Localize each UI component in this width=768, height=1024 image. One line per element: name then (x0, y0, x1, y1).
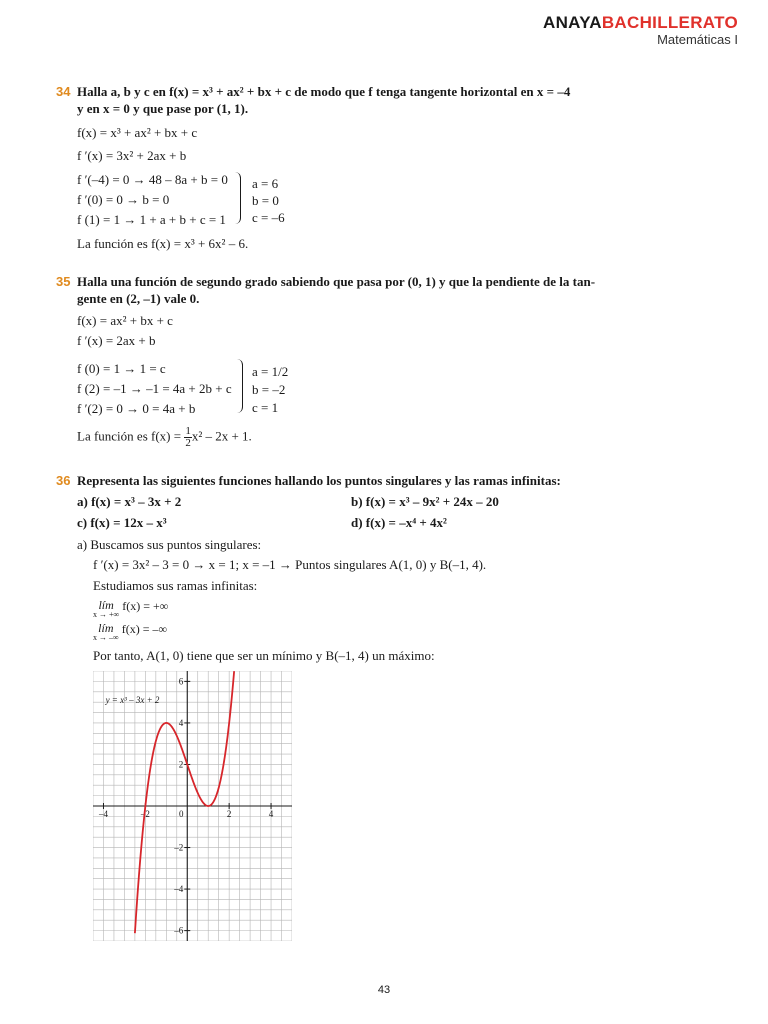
q36-statement: Representa las siguientes funciones hallando los puntos singulares y las ramas infinitas: (77, 473, 561, 488)
y-tick-label: –6 (174, 925, 184, 936)
q34-sol-b: b = 0 (252, 193, 279, 208)
q35-sol-c: c = 1 (252, 400, 279, 415)
q34-derivative: f ′(x) = 3x² + 2ax + b (77, 148, 187, 163)
q36-item-b: b) f(x) = x³ – 9x² + 24x – 20 (351, 494, 499, 509)
q36-number: 36 (56, 473, 71, 488)
q34-function: f(x) = x³ + ax² + bx + c (77, 125, 198, 140)
q36-step-branches: Estudiamos sus ramas infinitas: (93, 578, 258, 593)
page-number: 43 (377, 984, 391, 996)
brand-logo (543, 14, 738, 32)
q34-statement-line2: y en x = 0 y que pase por (1, 1). (77, 101, 249, 116)
q36-item-d: d) f(x) = –x⁴ + 4x² (351, 515, 447, 530)
subject: Matemáticas I (657, 32, 738, 47)
q35-function: f(x) = ax² + bx + c (77, 313, 173, 328)
q35-derivative: f ′(x) = 2ax + b (77, 333, 156, 348)
limit-value: f(x) = –∞ (121, 622, 168, 636)
curve-label: y = x³ – 3x + 2 (105, 695, 160, 706)
q34-sol-a: a = 6 (252, 176, 279, 191)
x-tick-label: –4 (98, 809, 108, 819)
limit-operator: lím x → +∞ (93, 598, 120, 619)
q35-eq3: f ′(2) = 0 → 0 = 4a + b (77, 401, 196, 416)
y-tick-label: –4 (174, 884, 184, 895)
q34-result: La función es f(x) = x³ + 6x² – 6. (77, 236, 249, 251)
q35-sol-a: a = 1/2 (252, 364, 289, 379)
q35-statement-line2: gente en (2, –1) vale 0. (77, 291, 200, 306)
q36-item-a: a) f(x) = x³ – 3x + 2 (77, 494, 182, 509)
x-tick-label: 2 (226, 809, 232, 819)
x-tick-label: –2 (140, 809, 150, 819)
y-tick-label: 2 (178, 759, 184, 770)
q36-step-singular: a) Buscamos sus puntos singulares: (77, 537, 262, 552)
limit-operator: lím x → –∞ (93, 621, 119, 642)
q36-item-c: c) f(x) = 12x – x³ (77, 515, 167, 530)
q34-statement-line1: Halla a, b y c en f(x) = x³ + ax² + bx + c de modo que f tenga tangente horizontal en x = –4 (77, 84, 571, 99)
q36-conclusion: Por tanto, A(1, 0) tiene que ser un mínimo y B(–1, 4) un máximo: (93, 648, 435, 663)
q36-limit-plus (93, 599, 168, 619)
limit-value: f(x) = +∞ (122, 599, 169, 613)
fraction-denominator: 2 (185, 437, 191, 449)
brand-right: BACHILLERATO (601, 13, 738, 32)
q34-eq2: f ′(0) = 0 → b = 0 (77, 192, 170, 207)
q34-eq3: f (1) = 1 → 1 + a + b + c = 1 (77, 212, 226, 227)
q35-eq2: f (2) = –1 → –1 = 4a + 2b + c (77, 381, 232, 396)
fraction (184, 426, 192, 449)
q34-brace (234, 172, 241, 224)
q35-sol-b: b = –2 (252, 382, 286, 397)
q35-eq1: f (0) = 1 → 1 = c (77, 361, 166, 376)
q35-statement-line1: Halla una función de segundo grado sabiendo que pasa por (0, 1) y que la pendiente de la tan- (77, 274, 596, 289)
x-tick-label: 4 (268, 809, 274, 819)
y-tick-label: 6 (178, 676, 184, 687)
function-graph (93, 671, 292, 941)
q36-derivative: f ′(x) = 3x² – 3 = 0 → x = 1; x = –1 → Puntos singulares A(1, 0) y B(–1, 4). (93, 557, 487, 572)
q35-result-prefix: La función es f(x) = (77, 428, 185, 444)
q35-brace (236, 359, 243, 413)
q34-sol-c: c = –6 (252, 210, 285, 225)
x-tick-label: 0 (179, 809, 184, 819)
q35-result-suffix: x² – 2x + 1. (191, 428, 252, 444)
q35-result (77, 426, 252, 449)
function-curve (135, 671, 234, 933)
q36-limit-minus (93, 622, 167, 642)
header (543, 14, 738, 47)
fraction-numerator: 1 (185, 425, 191, 437)
brand-left: ANAYA (543, 13, 602, 32)
q34-eq1: f ′(–4) = 0 → 48 – 8a + b = 0 (77, 172, 228, 187)
q34-number: 34 (56, 84, 71, 99)
y-tick-label: –2 (174, 842, 184, 853)
q35-number: 35 (56, 274, 71, 289)
y-tick-label: 4 (178, 717, 184, 728)
